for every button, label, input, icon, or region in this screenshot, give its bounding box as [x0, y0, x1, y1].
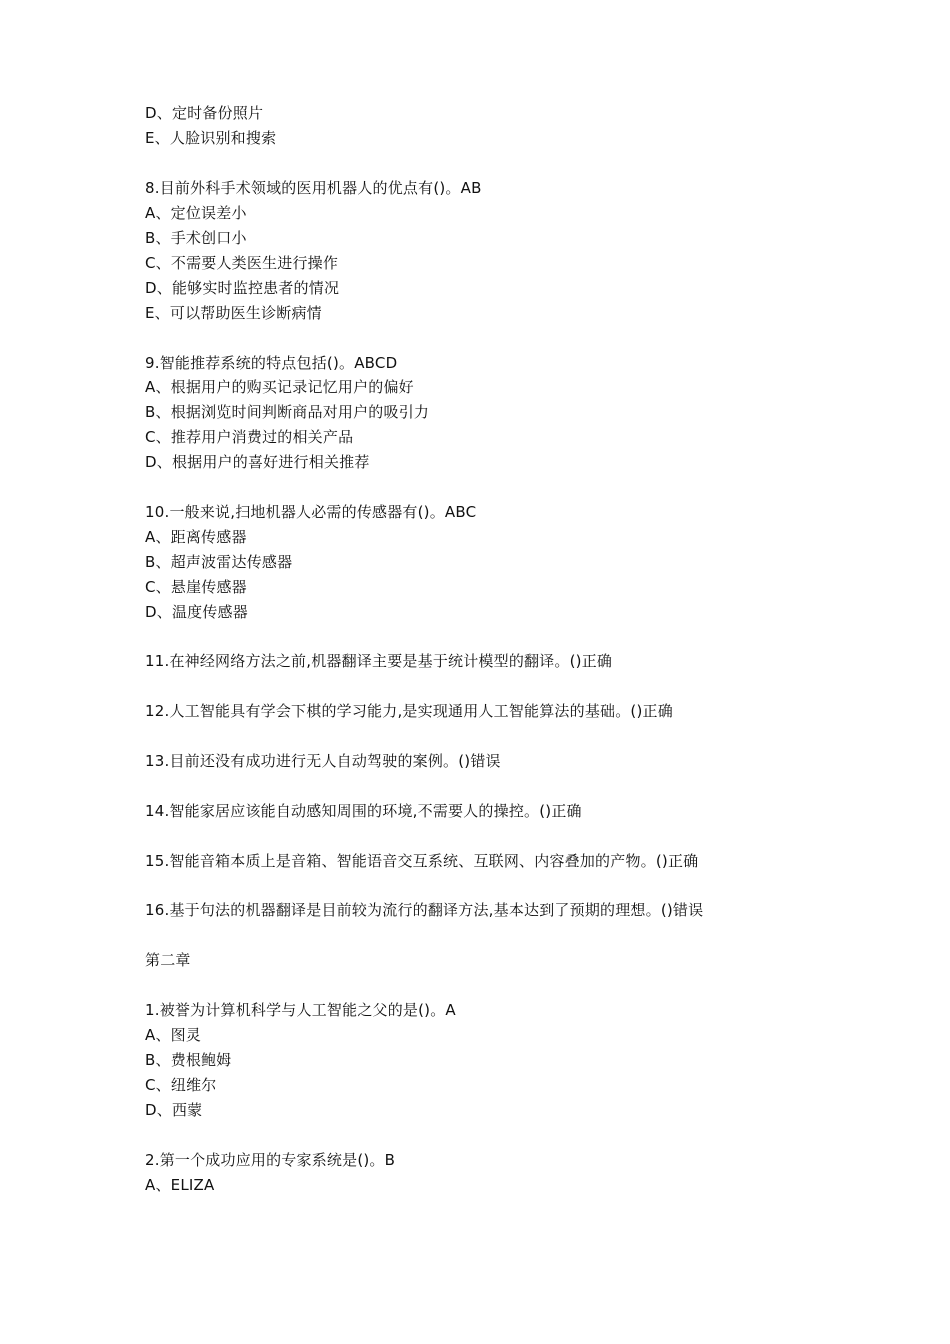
option-line: C、推荐用户消费过的相关产品: [145, 428, 354, 446]
option-line: B、超声波雷达传感器: [145, 553, 293, 571]
option-line: B、手术创口小: [145, 229, 247, 247]
option-line: C、不需要人类医生进行操作: [145, 254, 339, 272]
option-line: B、费根鲍姆: [145, 1051, 232, 1069]
option-line: D、根据用户的喜好进行相关推荐: [145, 453, 370, 471]
option-line: A、ELIZA: [145, 1176, 215, 1194]
chapter-heading: 第二章: [145, 951, 191, 969]
question-line: 10.一般来说,扫地机器人必需的传感器有()。ABC: [145, 503, 477, 521]
option-line: C、悬崖传感器: [145, 578, 247, 596]
option-line: D、西蒙: [145, 1101, 203, 1119]
option-line: D、温度传感器: [145, 603, 248, 621]
question-line: 12.人工智能具有学会下棋的学习能力,是实现通用人工智能算法的基础。()正确: [145, 702, 673, 720]
option-line: D、能够实时监控患者的情况: [145, 279, 340, 297]
question-line: 9.智能推荐系统的特点包括()。ABCD: [145, 354, 398, 372]
option-line: E、人脸识别和搜索: [145, 129, 277, 147]
option-line: D、定时备份照片: [145, 104, 264, 122]
option-line: C、纽维尔: [145, 1076, 217, 1094]
question-line: 11.在神经网络方法之前,机器翻译主要是基于统计模型的翻译。()正确: [145, 652, 613, 670]
option-line: A、定位误差小: [145, 204, 247, 222]
question-line: 8.目前外科手术领域的医用机器人的优点有()。AB: [145, 179, 482, 197]
question-line: 15.智能音箱本质上是音箱、智能语音交互系统、互联网、内容叠加的产物。()正确: [145, 852, 699, 870]
option-line: B、根据浏览时间判断商品对用户的吸引力: [145, 403, 430, 421]
question-line: 13.目前还没有成功进行无人自动驾驶的案例。()错误: [145, 752, 501, 770]
question-line: 2.第一个成功应用的专家系统是()。B: [145, 1151, 396, 1169]
question-line: 14.智能家居应该能自动感知周围的环境,不需要人的操控。()正确: [145, 802, 582, 820]
question-line: 1.被誉为计算机科学与人工智能之父的是()。A: [145, 1001, 456, 1019]
option-line: A、图灵: [145, 1026, 202, 1044]
option-line: A、距离传感器: [145, 528, 247, 546]
question-line: 16.基于句法的机器翻译是目前较为流行的翻译方法,基本达到了预期的理想。()错误: [145, 901, 704, 919]
option-line: A、根据用户的购买记录记忆用户的偏好: [145, 378, 414, 396]
option-line: E、可以帮助医生诊断病情: [145, 304, 322, 322]
